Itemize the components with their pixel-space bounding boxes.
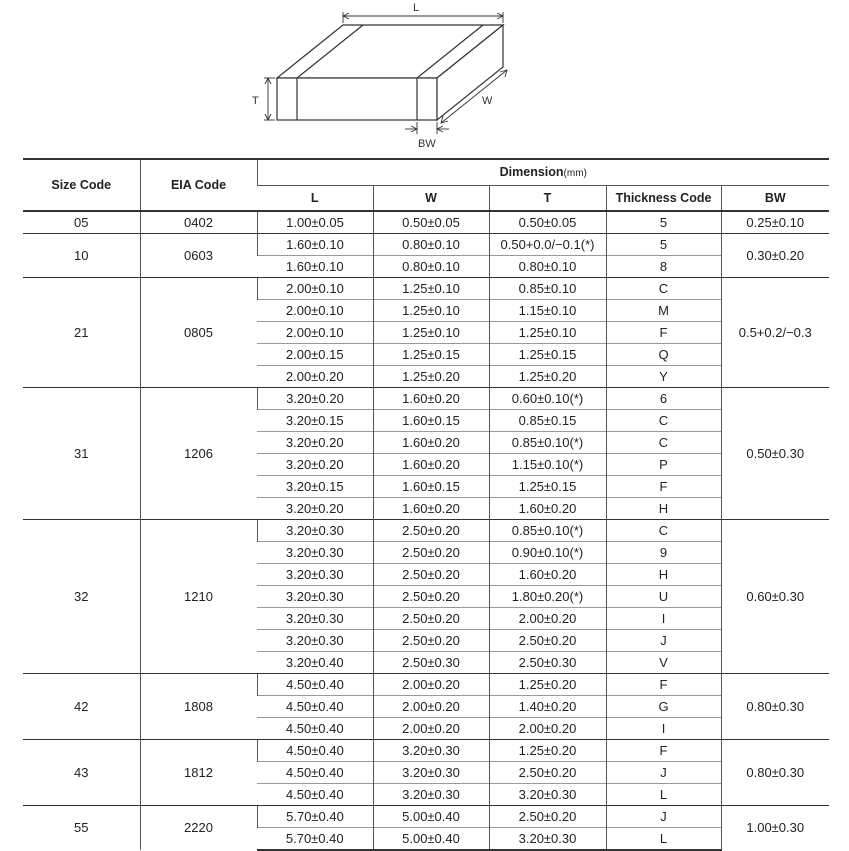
- l-cell: 2.00±0.10: [257, 322, 373, 344]
- size-code-cell: 10: [23, 234, 140, 278]
- label-L: L: [413, 2, 420, 14]
- eia-code-cell: 0402: [140, 211, 257, 234]
- dimension-spec-table: [23, 158, 829, 851]
- table-row: [23, 211, 829, 234]
- header-eia-code: EIA Code: [140, 159, 257, 211]
- table-row: [23, 278, 829, 300]
- w-cell: 3.20±0.30: [373, 762, 489, 784]
- t-cell: 0.85±0.10: [489, 278, 606, 300]
- thickness-code-cell: Y: [606, 366, 721, 388]
- t-cell: 2.00±0.20: [489, 608, 606, 630]
- l-cell: 4.50±0.40: [257, 696, 373, 718]
- size-code-cell: 43: [23, 740, 140, 806]
- t-cell: 3.20±0.30: [489, 784, 606, 806]
- t-cell: 1.25±0.15: [489, 344, 606, 366]
- l-cell: 1.60±0.10: [257, 256, 373, 278]
- t-cell: 0.80±0.10: [489, 256, 606, 278]
- l-cell: 3.20±0.20: [257, 388, 373, 410]
- thickness-code-cell: J: [606, 762, 721, 784]
- header-T: T: [489, 186, 606, 212]
- l-cell: 3.20±0.40: [257, 652, 373, 674]
- thickness-code-cell: F: [606, 476, 721, 498]
- eia-code-cell: 1206: [140, 388, 257, 520]
- size-code-cell: 05: [23, 211, 140, 234]
- eia-code-cell: 0805: [140, 278, 257, 388]
- label-W: W: [482, 95, 493, 107]
- spec-table-body: [23, 211, 829, 850]
- w-cell: 1.25±0.10: [373, 278, 489, 300]
- thickness-code-cell: 5: [606, 234, 721, 256]
- thickness-code-cell: F: [606, 322, 721, 344]
- table-row: [23, 674, 829, 696]
- w-cell: 1.60±0.20: [373, 498, 489, 520]
- l-cell: 4.50±0.40: [257, 674, 373, 696]
- bw-cell: 0.80±0.30: [721, 740, 829, 806]
- w-cell: 1.60±0.20: [373, 388, 489, 410]
- t-cell: 2.50±0.20: [489, 630, 606, 652]
- w-cell: 2.50±0.20: [373, 608, 489, 630]
- thickness-code-cell: P: [606, 454, 721, 476]
- eia-code-cell: 1210: [140, 520, 257, 674]
- t-cell: 3.20±0.30: [489, 828, 606, 851]
- t-cell: 0.85±0.10(*): [489, 432, 606, 454]
- bw-cell: 0.5+0.2/−0.3: [721, 278, 829, 388]
- eia-code-cell: 1812: [140, 740, 257, 806]
- size-code-cell: 55: [23, 806, 140, 851]
- bw-cell: 0.25±0.10: [721, 211, 829, 234]
- thickness-code-cell: U: [606, 586, 721, 608]
- chip-dimension-diagram: [0, 0, 849, 155]
- w-cell: 1.25±0.10: [373, 300, 489, 322]
- thickness-code-cell: F: [606, 674, 721, 696]
- t-cell: 1.60±0.20: [489, 564, 606, 586]
- t-cell: 1.15±0.10(*): [489, 454, 606, 476]
- t-cell: 1.25±0.20: [489, 366, 606, 388]
- label-T: T: [252, 95, 259, 107]
- bw-cell: 0.60±0.30: [721, 520, 829, 674]
- size-code-cell: 21: [23, 278, 140, 388]
- w-cell: 5.00±0.40: [373, 806, 489, 828]
- thickness-code-cell: L: [606, 828, 721, 851]
- w-cell: 2.50±0.20: [373, 542, 489, 564]
- l-cell: 5.70±0.40: [257, 806, 373, 828]
- thickness-code-cell: C: [606, 410, 721, 432]
- l-cell: 4.50±0.40: [257, 784, 373, 806]
- t-cell: 1.15±0.10: [489, 300, 606, 322]
- l-cell: 2.00±0.15: [257, 344, 373, 366]
- thickness-code-cell: Q: [606, 344, 721, 366]
- l-cell: 1.60±0.10: [257, 234, 373, 256]
- thickness-code-cell: L: [606, 784, 721, 806]
- w-cell: 1.60±0.20: [373, 432, 489, 454]
- thickness-code-cell: F: [606, 740, 721, 762]
- w-cell: 1.25±0.15: [373, 344, 489, 366]
- t-cell: 1.25±0.20: [489, 674, 606, 696]
- w-cell: 1.25±0.10: [373, 322, 489, 344]
- t-cell: 1.40±0.20: [489, 696, 606, 718]
- header-size-code: Size Code: [23, 159, 140, 211]
- bw-cell: 0.30±0.20: [721, 234, 829, 278]
- t-cell: 1.25±0.10: [489, 322, 606, 344]
- w-cell: 2.50±0.20: [373, 564, 489, 586]
- size-code-cell: 32: [23, 520, 140, 674]
- l-cell: 3.20±0.20: [257, 454, 373, 476]
- thickness-code-cell: C: [606, 278, 721, 300]
- w-cell: 2.50±0.20: [373, 586, 489, 608]
- w-cell: 2.50±0.20: [373, 520, 489, 542]
- l-cell: 1.00±0.05: [257, 211, 373, 234]
- l-cell: 2.00±0.10: [257, 278, 373, 300]
- l-cell: 4.50±0.40: [257, 762, 373, 784]
- thickness-code-cell: I: [606, 718, 721, 740]
- t-cell: 1.60±0.20: [489, 498, 606, 520]
- t-cell: 2.00±0.20: [489, 718, 606, 740]
- dimension-label: Dimension: [499, 164, 564, 179]
- l-cell: 3.20±0.30: [257, 564, 373, 586]
- size-code-cell: 42: [23, 674, 140, 740]
- l-cell: 3.20±0.15: [257, 410, 373, 432]
- t-cell: 0.85±0.10(*): [489, 520, 606, 542]
- size-code-cell: 31: [23, 388, 140, 520]
- thickness-code-cell: H: [606, 498, 721, 520]
- thickness-code-cell: J: [606, 806, 721, 828]
- w-cell: 3.20±0.30: [373, 784, 489, 806]
- bw-cell: 0.80±0.30: [721, 674, 829, 740]
- header-thickness-code: Thickness Code: [606, 186, 721, 212]
- w-cell: 2.50±0.20: [373, 630, 489, 652]
- l-cell: 3.20±0.15: [257, 476, 373, 498]
- l-cell: 5.70±0.40: [257, 828, 373, 851]
- bw-cell: 0.50±0.30: [721, 388, 829, 520]
- l-cell: 4.50±0.40: [257, 718, 373, 740]
- thickness-code-cell: C: [606, 432, 721, 454]
- t-cell: 2.50±0.20: [489, 762, 606, 784]
- thickness-code-cell: V: [606, 652, 721, 674]
- w-cell: 2.50±0.30: [373, 652, 489, 674]
- l-cell: 3.20±0.30: [257, 542, 373, 564]
- thickness-code-cell: 6: [606, 388, 721, 410]
- table-row: [23, 740, 829, 762]
- l-cell: 3.20±0.20: [257, 432, 373, 454]
- l-cell: 2.00±0.20: [257, 366, 373, 388]
- w-cell: 1.60±0.15: [373, 410, 489, 432]
- w-cell: 2.00±0.20: [373, 696, 489, 718]
- bw-cell: 1.00±0.30: [721, 806, 829, 851]
- eia-code-cell: 0603: [140, 234, 257, 278]
- w-cell: 0.80±0.10: [373, 256, 489, 278]
- l-cell: 3.20±0.20: [257, 498, 373, 520]
- dimension-unit: (mm): [563, 167, 587, 179]
- w-cell: 2.00±0.20: [373, 718, 489, 740]
- thickness-code-cell: G: [606, 696, 721, 718]
- thickness-code-cell: 5: [606, 211, 721, 234]
- label-BW: BW: [418, 138, 436, 150]
- t-cell: 1.25±0.15: [489, 476, 606, 498]
- l-cell: 3.20±0.30: [257, 520, 373, 542]
- table-row: [23, 806, 829, 828]
- w-cell: 0.50±0.05: [373, 211, 489, 234]
- header-row-1: [23, 159, 829, 186]
- w-cell: 5.00±0.40: [373, 828, 489, 851]
- t-cell: 0.50±0.05: [489, 211, 606, 234]
- thickness-code-cell: C: [606, 520, 721, 542]
- w-cell: 2.00±0.20: [373, 674, 489, 696]
- t-cell: 0.50+0.0/−0.1(*): [489, 234, 606, 256]
- table-row: [23, 234, 829, 256]
- header-dimension: [257, 159, 829, 186]
- thickness-code-cell: 8: [606, 256, 721, 278]
- l-cell: 3.20±0.30: [257, 586, 373, 608]
- t-cell: 0.60±0.10(*): [489, 388, 606, 410]
- l-cell: 4.50±0.40: [257, 740, 373, 762]
- thickness-code-cell: 9: [606, 542, 721, 564]
- thickness-code-cell: I: [606, 608, 721, 630]
- thickness-code-cell: H: [606, 564, 721, 586]
- t-cell: 2.50±0.20: [489, 806, 606, 828]
- header-BW: BW: [721, 186, 829, 212]
- w-cell: 3.20±0.30: [373, 740, 489, 762]
- t-cell: 0.90±0.10(*): [489, 542, 606, 564]
- eia-code-cell: 1808: [140, 674, 257, 740]
- w-cell: 1.25±0.20: [373, 366, 489, 388]
- eia-code-cell: 2220: [140, 806, 257, 851]
- l-cell: 2.00±0.10: [257, 300, 373, 322]
- t-cell: 1.25±0.20: [489, 740, 606, 762]
- table-row: [23, 388, 829, 410]
- table-row: [23, 520, 829, 542]
- thickness-code-cell: M: [606, 300, 721, 322]
- l-cell: 3.20±0.30: [257, 630, 373, 652]
- thickness-code-cell: J: [606, 630, 721, 652]
- header-W: W: [373, 186, 489, 212]
- l-cell: 3.20±0.30: [257, 608, 373, 630]
- w-cell: 1.60±0.15: [373, 476, 489, 498]
- t-cell: 2.50±0.30: [489, 652, 606, 674]
- t-cell: 1.80±0.20(*): [489, 586, 606, 608]
- t-cell: 0.85±0.15: [489, 410, 606, 432]
- header-L: L: [257, 186, 373, 212]
- w-cell: 1.60±0.20: [373, 454, 489, 476]
- w-cell: 0.80±0.10: [373, 234, 489, 256]
